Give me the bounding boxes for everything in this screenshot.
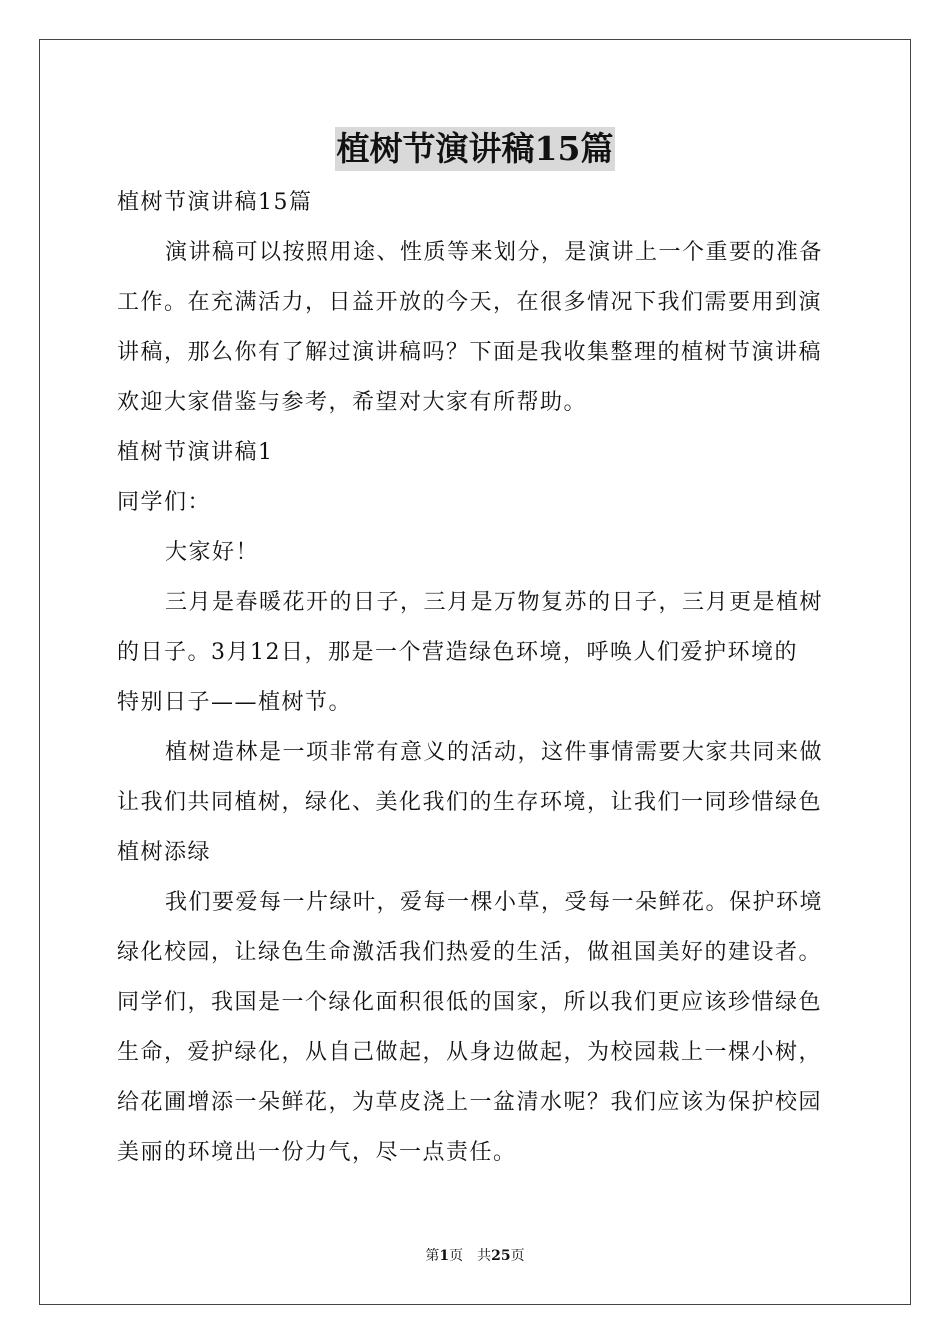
body-line: 我们要爱每一片绿叶，爱每一棵小草，受每一朵鲜花。保护环境	[165, 890, 824, 915]
page-footer	[0, 1246, 950, 1266]
body-line: 欢迎大家借鉴与参考，希望对大家有所帮助。	[117, 390, 588, 415]
body-line: 工作。在充满活力，日益开放的今天，在很多情况下我们需要用到演	[117, 290, 823, 315]
total-prefix: 共	[477, 1248, 492, 1264]
body-line: 生命，爱护绿化，从自己做起，从身边做起，为校园栽上一棵小树，	[117, 1040, 823, 1065]
body-line: 植树节演讲稿15篇	[117, 190, 313, 215]
total-suffix: 页	[510, 1248, 525, 1264]
document-title: 植树节演讲稿15篇	[335, 127, 616, 171]
body-line: 三月是春暖花开的日子，三月是万物复苏的日子，三月更是植树	[165, 590, 824, 615]
body-line: 大家好！	[165, 540, 260, 565]
body-line: 让我们共同植树，绿化、美化我们的生存环境，让我们一同珍惜绿色	[117, 790, 823, 815]
body-line: 植树添绿	[117, 840, 212, 865]
body-line: 美丽的环境出一份力气，尽一点责任。	[117, 1140, 517, 1165]
body-line: 讲稿，那么你有了解过演讲稿吗？下面是我收集整理的植树节演讲稿	[117, 340, 823, 365]
body-line: 植树节演讲稿1	[117, 440, 274, 465]
body-line: 给花圃增添一朵鲜花，为草皮浇上一盆清水呢？我们应该为保护校园	[117, 1090, 823, 1115]
page-prefix: 第	[425, 1248, 440, 1264]
title-container	[0, 127, 950, 171]
total-pages: 25	[491, 1248, 511, 1264]
body-line: 同学们：	[117, 490, 212, 515]
body-line: 植树造林是一项非常有意义的活动，这件事情需要大家共同来做	[165, 740, 824, 765]
body-line: 的日子。3月12日，那是一个营造绿色环境，呼唤人们爱护环境的	[117, 640, 798, 665]
body-line: 绿化校园，让绿色生命激活我们热爱的生活，做祖国美好的建设者。	[117, 940, 823, 965]
page-number: 1	[439, 1248, 450, 1264]
document-body	[117, 178, 837, 1178]
page-suffix: 页	[449, 1248, 464, 1264]
body-line: 同学们，我国是一个绿化面积很低的国家，所以我们更应该珍惜绿色	[117, 990, 823, 1015]
body-line: 特别日子——植树节。	[117, 690, 353, 715]
body-line: 演讲稿可以按照用途、性质等来划分，是演讲上一个重要的准备	[165, 240, 824, 265]
